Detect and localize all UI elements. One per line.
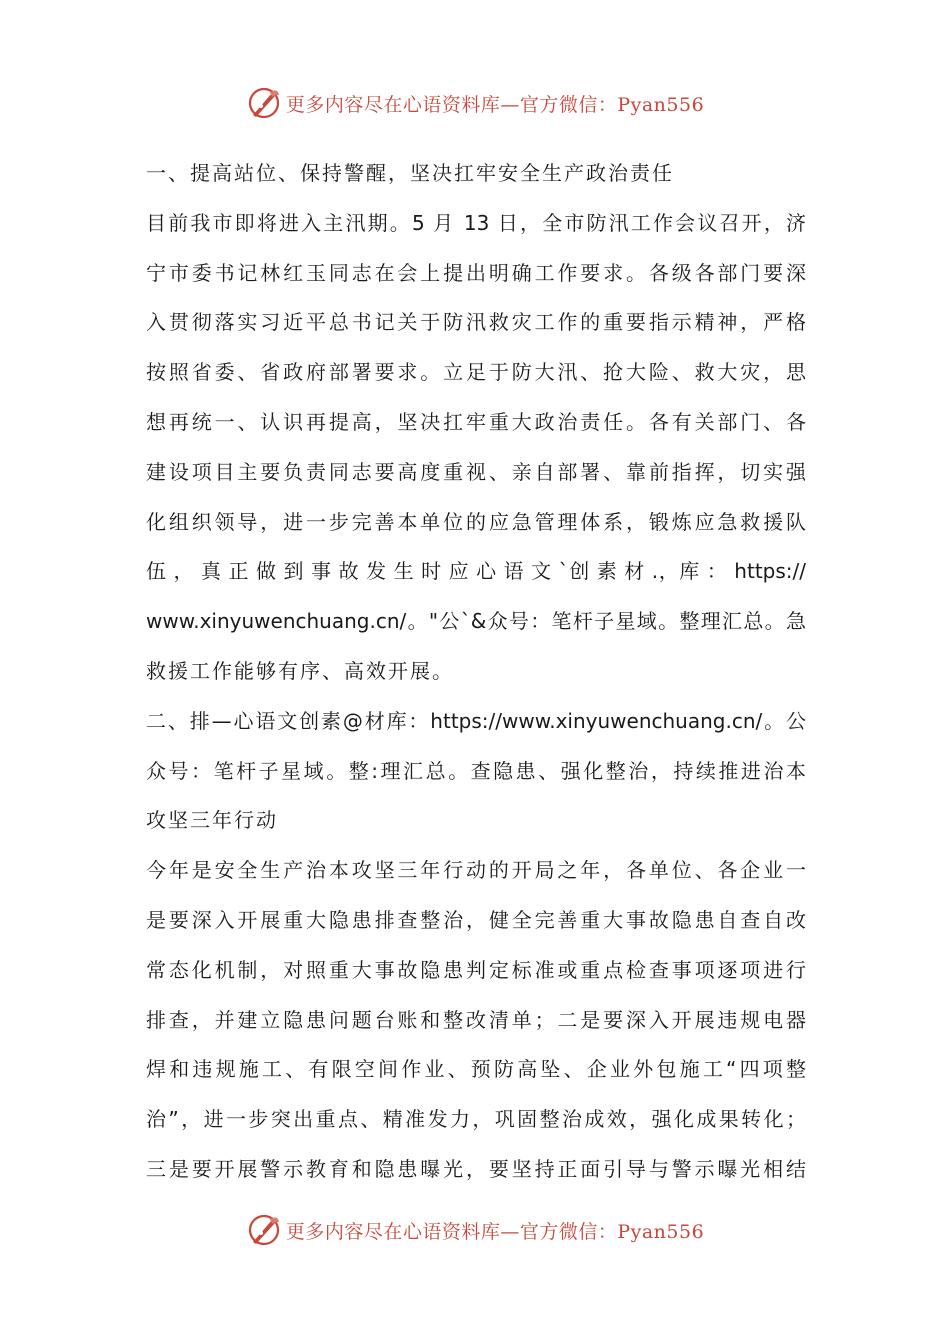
body-text-line: 化组织领导，进一步完善本单位的应急管理体系，锻炼应急救援队 [146,509,806,534]
body-text-line: 众号：笔杆子星域。整:理汇总。查隐患、强化整治，持续推进治本 [146,758,806,783]
body-text-line: 焊和违规施工、有限空间作业、预防高坠、企业外包施工“四项整 [146,1057,806,1082]
body-text-line: 想再统一、认识再提高，坚决扛牢重大政治责任。各有关部门、各 [146,409,806,434]
body-text-line: 建设项目主要负责同志要高度重视、亲自部署、靠前指挥，切实强 [146,459,806,484]
body-text-line: www.xinyuwenchuang.cn/。"公`&众号：笔杆子星域。整理汇总。急 [146,609,806,634]
body-text-line: 一、提高站位、保持警醒，坚决扛牢安全生产政治责任 [146,161,674,185]
body-text-line: 攻坚三年行动 [146,808,278,833]
document-body [146,149,806,1195]
body-text-line: 排查，并建立隐患问题台账和整改清单；二是要深入开展违规电器 [146,1007,806,1032]
footer-watermark [0,1210,950,1250]
body-text-line: 按照省委、省政府部署要求。立足于防大汛、抢大险、救大灾，思 [146,360,806,385]
body-text-line: 三是要开展警示教育和隐患曝光，要坚持正面引导与警示曝光相结 [146,1156,806,1181]
body-text-line: 救援工作能够有序、高效开展。 [146,658,454,683]
header-watermark-inner [246,85,704,121]
footer-watermark-text: 更多内容尽在心语资料库—官方微信：Pyan556 [285,1220,705,1243]
body-text-line: 治”，进一步突出重点、精准发力，巩固整治成效，强化成果转化； [146,1107,806,1132]
header-watermark [0,83,950,123]
footer-watermark-inner [246,1212,704,1248]
body-text-line: 伍 ， 真 正 做 到 事 故 发 生 时 应 心 语 文 `创 素 材 .，库 ： https:// [146,559,806,584]
body-text-line: 今年是安全生产治本攻坚三年行动的开局之年，各单位、各企业一 [146,858,806,883]
quill-pen-logo-icon [246,1212,282,1248]
body-text-line: 二、排—心语文创素@材库：https://www.xinyuwenchuang.cn/。公 [146,708,806,733]
body-text-line: 常态化机制，对照重大事故隐患判定标准或重点检查事项逐项进行 [146,957,806,982]
quill-pen-logo-icon [246,85,282,121]
body-text-line: 宁市委书记林红玉同志在会上提出明确工作要求。各级各部门要深 [146,260,806,285]
body-text-line: 是要深入开展重大隐患排查整治，健全完善重大事故隐患自查自改 [146,907,806,932]
body-text-line: 入贯彻落实习近平总书记关于防汛救灾工作的重要指示精神，严格 [146,310,806,335]
body-text-line: 目前我市即将进入主汛期。5 月 13 日，全市防汛工作会议召开，济 [146,210,806,235]
header-watermark-text: 更多内容尽在心语资料库—官方微信：Pyan556 [285,93,705,116]
